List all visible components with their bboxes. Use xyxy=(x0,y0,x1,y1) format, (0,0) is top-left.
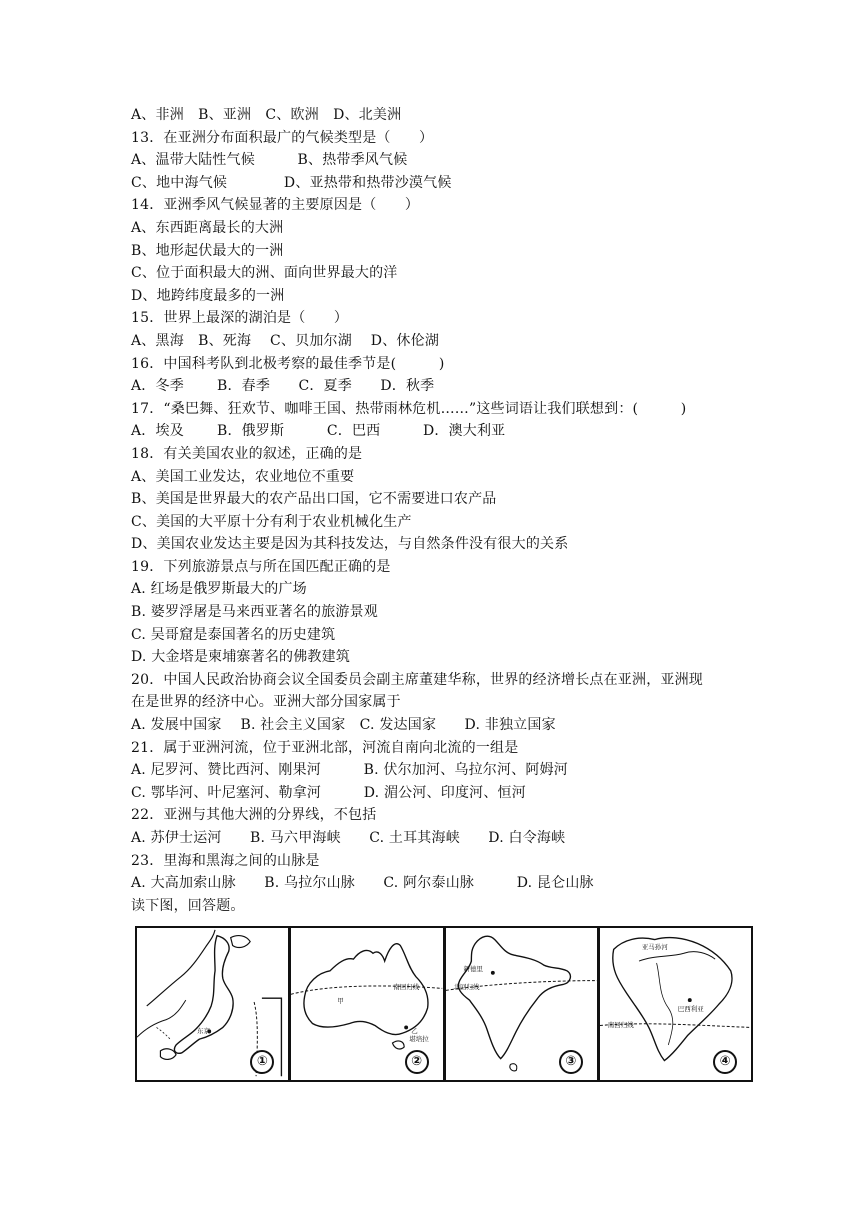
map-label-amazon: 亚马孙河 xyxy=(641,943,668,951)
text-line: A、温带大陆性气候 B、热带季风气候 xyxy=(131,152,408,169)
text-line: B、美国是世界最大的农产品出口国，它不需要进口农产品 xyxy=(131,491,497,508)
text-line: 13．在亚洲分布面积最广的气候类型是（ ） xyxy=(131,129,434,146)
text-line: 23．里海和黑海之间的山脉是 xyxy=(131,852,320,869)
map-label-new-delhi: 新德里 xyxy=(463,965,483,973)
text-line: D、地跨纬度最多的一洲 xyxy=(131,287,285,304)
map-panel-australia xyxy=(291,928,445,1080)
map-figure xyxy=(135,926,753,1082)
map-label-tropic-capricorn: 南回归线 xyxy=(607,1021,634,1029)
map-label-yi: 乙 xyxy=(411,1027,418,1035)
text-line: A. 红场是俄罗斯最大的广场 xyxy=(131,581,307,598)
text-line: A．埃及 B．俄罗斯 C．巴西 D．澳大利亚 xyxy=(131,423,506,440)
map-panel-brazil xyxy=(600,928,751,1080)
text-line: 14．亚洲季风气候显著的主要原因是（ ） xyxy=(131,197,420,214)
text-line: 在是世界的经济中心。亚洲大部分国家属于 xyxy=(131,694,401,711)
text-line: C、位于面积最大的洲、面向世界最大的洋 xyxy=(131,265,398,282)
text-line: A. 苏伊士运河 B. 马六甲海峡 C. 土耳其海峡 D. 白令海峡 xyxy=(131,830,566,846)
text-line: 21．属于亚洲河流，位于亚洲北部，河流自南向北流的一组是 xyxy=(131,739,519,756)
map-label-brasilia: 巴西利亚 xyxy=(677,1005,704,1013)
text-line: C、美国的大平原十分有利于农业机械化生产 xyxy=(131,513,412,530)
text-line: 18．有关美国农业的叙述，正确的是 xyxy=(131,445,363,462)
map-label-tropic-capricorn: 南回归线 xyxy=(393,983,420,991)
text-line: A．冬季 B．春季 C．夏季 D．秋季 xyxy=(131,378,435,395)
text-line: C、地中海气候 D、亚热带和热带沙漠气候 xyxy=(131,174,452,191)
panel-number: ③ xyxy=(559,1050,583,1074)
text-line: D. 大金塔是柬埔寨著名的佛教建筑 xyxy=(131,649,351,666)
panel-number: ① xyxy=(250,1050,274,1074)
text-line: B、地形起伏最大的一洲 xyxy=(131,242,284,259)
text-line: 17．“桑巴舞、狂欢节、咖啡王国、热带雨林危机……”这些词语让我们联想到：( ) xyxy=(131,400,687,417)
text-line: 读下图，回答题。 xyxy=(131,897,245,914)
panel-number: ④ xyxy=(713,1050,737,1074)
text-line: A. 尼罗河、赞比西河、刚果河 B. 伏尔加河、乌拉尔河、阿姆河 xyxy=(131,762,568,779)
text-line: 19．下列旅游景点与所在国匹配正确的是 xyxy=(131,558,391,575)
map-label-canberra: 堪培拉 xyxy=(409,1035,429,1043)
question-text xyxy=(131,104,751,917)
text-line: A、美国工业发达，农业地位不重要 xyxy=(131,468,355,485)
text-line: A. 大高加索山脉 B. 乌拉尔山脉 C. 阿尔泰山脉 D. 昆仑山脉 xyxy=(131,875,594,892)
text-line: A、非洲 B、亚洲 C、欧洲 D、北美洲 xyxy=(131,107,402,123)
map-label-jia: 甲 xyxy=(337,997,344,1005)
text-line: 15．世界上最深的湖泊是（ ） xyxy=(131,310,349,327)
text-line: D、美国农业发达主要是因为其科技发达，与自然条件没有很大的关系 xyxy=(131,536,569,553)
text-line: A、黑海 B、死海 C、贝加尔湖 D、休伦湖 xyxy=(131,332,440,349)
text-line: A、东西距离最长的大洲 xyxy=(131,219,284,236)
text-line: A. 发展中国家 B. 社会主义国家 C. 发达国家 D. 非独立国家 xyxy=(131,717,556,734)
map-panel-india xyxy=(446,928,600,1080)
text-line: B. 婆罗浮屠是马来西亚著名的旅游景观 xyxy=(131,604,378,621)
text-line: C. 鄂毕河、叶尼塞河、勒拿河 D. 湄公河、印度河、恒河 xyxy=(131,784,526,801)
text-line: 20．中国人民政治协商会议全国委员会副主席董建华称，世界的经济增长点在亚洲，亚洲现 xyxy=(131,671,704,688)
text-line: 22．亚洲与其他大洲的分界线，不包括 xyxy=(131,807,377,824)
map-label-tokyo: 东京 xyxy=(197,1027,210,1035)
text-line: C. 吴哥窟是泰国著名的历史建筑 xyxy=(131,626,336,643)
map-label-tropic-cancer: 北回归线 xyxy=(453,983,480,991)
panel-number: ② xyxy=(405,1050,429,1074)
text-line: 16．中国科考队到北极考察的最佳季节是( ) xyxy=(131,355,445,372)
map-panel-japan xyxy=(137,928,291,1080)
